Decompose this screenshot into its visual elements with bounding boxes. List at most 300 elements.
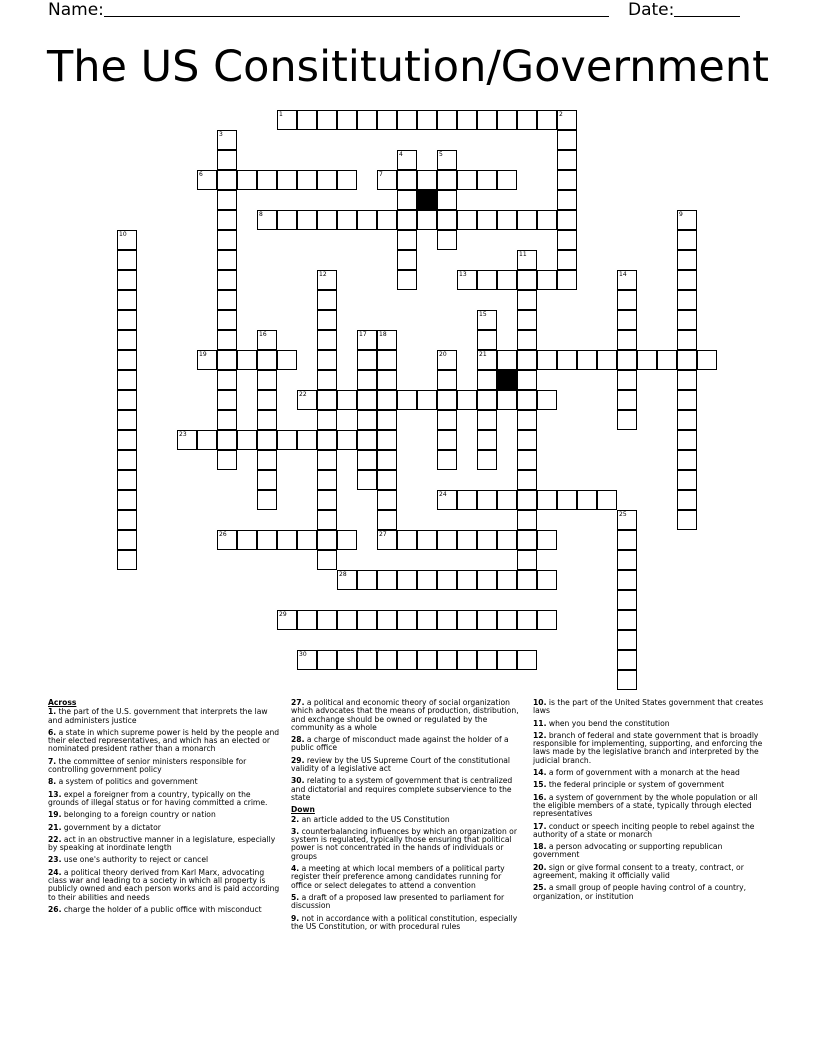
grid-cell[interactable] [677,330,697,350]
grid-cell[interactable] [517,310,537,330]
grid-cell[interactable] [337,430,357,450]
grid-cell[interactable] [537,530,557,550]
grid-cell[interactable] [257,210,277,230]
grid-cell[interactable] [497,170,517,190]
grid-cell[interactable] [677,430,697,450]
grid-cell[interactable] [437,110,457,130]
grid-cell[interactable] [677,390,697,410]
grid-cell[interactable] [337,110,357,130]
grid-cell[interactable] [457,210,477,230]
grid-cell[interactable] [117,330,137,350]
grid-cell[interactable] [257,170,277,190]
grid-cell[interactable] [337,390,357,410]
grid-cell[interactable] [437,530,457,550]
grid-cell[interactable] [517,270,537,290]
grid-cell[interactable] [337,650,357,670]
grid-cell[interactable] [517,510,537,530]
grid-cell[interactable] [437,650,457,670]
grid-cell[interactable] [417,570,437,590]
grid-cell[interactable] [297,610,317,630]
grid-cell[interactable] [257,430,277,450]
grid-cell[interactable] [677,470,697,490]
grid-cell[interactable] [477,390,497,410]
grid-cell[interactable] [517,470,537,490]
grid-cell[interactable] [677,270,697,290]
grid-cell[interactable] [677,410,697,430]
grid-cell[interactable] [617,390,637,410]
grid-cell[interactable] [477,210,497,230]
grid-cell[interactable] [117,310,137,330]
grid-cell[interactable] [197,430,217,450]
grid-cell[interactable] [377,470,397,490]
grid-cell[interactable] [397,230,417,250]
grid-cell[interactable] [437,450,457,470]
grid-cell[interactable] [517,350,537,370]
grid-cell[interactable] [117,410,137,430]
grid-cell[interactable] [317,330,337,350]
grid-cell[interactable] [557,170,577,190]
grid-cell[interactable] [617,530,637,550]
grid-cell[interactable] [317,270,337,290]
grid-cell[interactable] [197,350,217,370]
grid-cell[interactable] [437,210,457,230]
grid-cell[interactable] [417,610,437,630]
grid-cell[interactable] [677,210,697,230]
grid-cell[interactable] [617,570,637,590]
grid-cell[interactable] [497,570,517,590]
grid-cell[interactable] [277,610,297,630]
grid-cell[interactable] [397,270,417,290]
grid-cell[interactable] [337,210,357,230]
grid-cell[interactable] [517,430,537,450]
grid-cell[interactable] [537,570,557,590]
grid-cell[interactable] [377,410,397,430]
grid-cell[interactable] [337,530,357,550]
grid-cell[interactable] [317,510,337,530]
grid-cell[interactable] [217,430,237,450]
grid-cell[interactable] [377,610,397,630]
clue-item-text: the committee of senior ministers responsible for controlling government policy [48,756,247,775]
grid-cell[interactable] [237,170,257,190]
grid-cell[interactable] [517,390,537,410]
grid-cell[interactable] [117,350,137,370]
grid-cell[interactable] [497,650,517,670]
grid-cell[interactable] [497,110,517,130]
grid-cell[interactable] [437,390,457,410]
grid-cell[interactable] [317,170,337,190]
grid-cell[interactable] [477,110,497,130]
clue-item-text: a draft of a proposed law presented to parliament for discussion [291,892,505,911]
grid-cell[interactable] [617,510,637,530]
grid-cell[interactable] [477,430,497,450]
grid-cell[interactable] [357,390,377,410]
grid-cell[interactable] [397,650,417,670]
grid-cell[interactable] [617,670,637,690]
clue-item [291,894,521,911]
grid-cell[interactable] [297,390,317,410]
grid-cell[interactable] [537,210,557,230]
grid-cell[interactable] [217,450,237,470]
grid-cell[interactable] [297,170,317,190]
grid-cell[interactable] [477,410,497,430]
grid-cell[interactable] [617,350,637,370]
clue-item [48,836,280,853]
grid-cell[interactable] [517,250,537,270]
grid-cell[interactable] [277,350,297,370]
grid-cell[interactable] [677,450,697,470]
grid-cell[interactable] [517,450,537,470]
grid-cell[interactable] [517,550,537,570]
grid-cell[interactable] [537,110,557,130]
grid-cell[interactable] [357,330,377,350]
grid-cell[interactable] [477,570,497,590]
grid-cell[interactable] [297,110,317,130]
grid-cell[interactable] [477,650,497,670]
grid-cell[interactable] [557,490,577,510]
grid-cell[interactable] [217,170,237,190]
grid-cell[interactable] [317,370,337,390]
grid-cell[interactable] [557,130,577,150]
grid-cell[interactable] [357,570,377,590]
grid-cell[interactable] [217,410,237,430]
grid-cell[interactable] [477,450,497,470]
grid-cell[interactable] [457,570,477,590]
grid-cell[interactable] [437,410,457,430]
grid-cell[interactable] [357,430,377,450]
grid-cell[interactable] [677,490,697,510]
grid-cell[interactable] [277,170,297,190]
grid-cell[interactable] [477,350,497,370]
grid-cell[interactable] [457,610,477,630]
grid-cell[interactable] [537,390,557,410]
grid-cell[interactable] [317,450,337,470]
grid-cell[interactable] [257,530,277,550]
grid-cell[interactable] [577,350,597,370]
grid-cell[interactable] [377,210,397,230]
grid-cell[interactable] [497,610,517,630]
grid-cell[interactable] [677,290,697,310]
grid-cell[interactable] [517,370,537,390]
grid-cell[interactable] [357,470,377,490]
grid-cell[interactable] [397,150,417,170]
grid-cell[interactable] [617,270,637,290]
grid-cell[interactable] [357,610,377,630]
grid-cell[interactable] [317,430,337,450]
grid-cell[interactable] [597,350,617,370]
grid-cell[interactable] [117,390,137,410]
grid-cell[interactable] [217,290,237,310]
grid-cell[interactable] [217,390,237,410]
grid-cell[interactable] [257,410,277,430]
grid-cell[interactable] [457,650,477,670]
grid-cell[interactable] [357,370,377,390]
grid-cell[interactable] [497,530,517,550]
grid-cell[interactable] [557,250,577,270]
grid-cell[interactable] [497,270,517,290]
grid-cell[interactable] [237,350,257,370]
grid-cell[interactable] [457,490,477,510]
grid-cell[interactable] [557,210,577,230]
clue-number: 12 [319,271,327,278]
grid-cell[interactable] [457,170,477,190]
grid-cell[interactable] [557,150,577,170]
grid-cell[interactable] [357,210,377,230]
grid-cell[interactable] [377,430,397,450]
grid-cell[interactable] [617,550,637,570]
grid-cell[interactable] [437,170,457,190]
clue-item [48,729,280,754]
grid-cell[interactable] [117,530,137,550]
clue-item [533,781,765,789]
grid-cell[interactable] [437,490,457,510]
grid-cell[interactable] [117,490,137,510]
grid-cell[interactable] [417,650,437,670]
grid-cell[interactable] [377,510,397,530]
grid-cell[interactable] [197,170,217,190]
grid-cell[interactable] [517,210,537,230]
grid-cell[interactable] [117,550,137,570]
grid-cell[interactable] [677,370,697,390]
grid-cell[interactable] [257,330,277,350]
grid-cell[interactable] [397,570,417,590]
clue-item [533,823,765,840]
grid-cell[interactable] [217,310,237,330]
grid-cell[interactable] [217,210,237,230]
grid-cell[interactable] [617,590,637,610]
grid-cell[interactable] [217,330,237,350]
clue-number: 26 [219,531,227,538]
grid-cell[interactable] [537,350,557,370]
grid-cell[interactable] [477,170,497,190]
grid-cell[interactable] [257,350,277,370]
grid-cell[interactable] [117,250,137,270]
grid-cell[interactable] [557,270,577,290]
grid-cell[interactable] [517,570,537,590]
grid-cell[interactable] [317,490,337,510]
grid-cell[interactable] [317,650,337,670]
grid-cell[interactable] [357,350,377,370]
grid-cell[interactable] [217,350,237,370]
grid-cell[interactable] [297,530,317,550]
grid-cell[interactable] [297,430,317,450]
grid-cell[interactable] [517,410,537,430]
grid-cell[interactable] [517,330,537,350]
grid-cell[interactable] [617,610,637,630]
grid-cell[interactable] [217,190,237,210]
grid-cell[interactable] [397,170,417,190]
grid-cell[interactable] [477,610,497,630]
grid-cell[interactable] [257,450,277,470]
grid-cell[interactable] [497,210,517,230]
grid-cell[interactable] [557,230,577,250]
grid-cell[interactable] [117,270,137,290]
grid-cell[interactable] [457,110,477,130]
grid-cell[interactable] [377,530,397,550]
grid-cell[interactable] [677,510,697,530]
grid-cell[interactable] [557,350,577,370]
grid-cell[interactable] [617,370,637,390]
grid-cell[interactable] [457,390,477,410]
grid-cell[interactable] [677,230,697,250]
grid-cell[interactable] [697,350,717,370]
grid-cell[interactable] [617,650,637,670]
grid-cell[interactable] [397,250,417,270]
grid-cell[interactable] [497,490,517,510]
grid-cell[interactable] [117,430,137,450]
grid-cell[interactable] [617,630,637,650]
grid-cell[interactable] [257,370,277,390]
grid-cell[interactable] [677,250,697,270]
grid-cell[interactable] [617,310,637,330]
grid-cell[interactable] [317,210,337,230]
grid-cell[interactable] [217,250,237,270]
grid-cell[interactable] [377,330,397,350]
grid-cell[interactable] [277,430,297,450]
grid-cell[interactable] [217,530,237,550]
grid-cell[interactable] [217,230,237,250]
grid-cell[interactable] [677,350,697,370]
grid-cell[interactable] [397,190,417,210]
grid-cell[interactable] [537,270,557,290]
grid-cell[interactable] [397,390,417,410]
grid-cell[interactable] [417,110,437,130]
grid-cell[interactable] [397,530,417,550]
grid-cell[interactable] [277,110,297,130]
grid-cell[interactable] [477,490,497,510]
grid-cell[interactable] [457,270,477,290]
grid-cell[interactable] [477,330,497,350]
grid-cell[interactable] [477,370,497,390]
grid-cell[interactable] [357,110,377,130]
grid-cell[interactable] [337,610,357,630]
grid-cell[interactable] [357,410,377,430]
grid-cell[interactable] [497,350,517,370]
grid-cell[interactable] [317,290,337,310]
grid-cell[interactable] [217,150,237,170]
grid-cell[interactable] [317,390,337,410]
grid-cell[interactable] [517,110,537,130]
grid-cell[interactable] [677,310,697,330]
grid-cell[interactable] [317,610,337,630]
grid-cell[interactable] [477,530,497,550]
grid-cell[interactable] [217,130,237,150]
grid-cell[interactable] [637,350,657,370]
grid-cell[interactable] [437,150,457,170]
down-clue-list-continued [533,699,765,901]
across-clue-list-continued [291,699,521,802]
grid-cell[interactable] [417,390,437,410]
grid-cell[interactable] [617,290,637,310]
clue-item [291,865,521,890]
grid-cell[interactable] [417,210,437,230]
clue-number: 1 [279,111,283,118]
grid-cell[interactable] [317,410,337,430]
grid-cell[interactable] [117,510,137,530]
grid-cell[interactable] [437,610,457,630]
grid-cell[interactable] [437,570,457,590]
grid-cell[interactable] [457,530,477,550]
grid-cell[interactable] [517,610,537,630]
grid-cell[interactable] [217,270,237,290]
grid-cell[interactable] [317,310,337,330]
grid-cell[interactable] [297,650,317,670]
grid-cell[interactable] [477,310,497,330]
grid-cell[interactable] [257,390,277,410]
grid-cell[interactable] [517,650,537,670]
grid-cell[interactable] [357,450,377,470]
grid-cell[interactable] [377,170,397,190]
grid-cell[interactable] [317,530,337,550]
grid-cell[interactable] [237,530,257,550]
grid-cell[interactable] [557,190,577,210]
grid-cell[interactable] [377,390,397,410]
grid-cell[interactable] [117,450,137,470]
grid-cell[interactable] [437,350,457,370]
grid-cell[interactable] [377,650,397,670]
grid-cell[interactable] [337,570,357,590]
grid-cell[interactable] [397,610,417,630]
grid-cell[interactable] [377,450,397,470]
grid-cell[interactable] [217,370,237,390]
grid-cell[interactable] [537,610,557,630]
grid-cell[interactable] [257,470,277,490]
grid-cell[interactable] [517,530,537,550]
grid-cell[interactable] [117,290,137,310]
grid-cell[interactable] [237,430,257,450]
grid-cell[interactable] [117,230,137,250]
grid-cell[interactable] [377,110,397,130]
grid-cell[interactable] [317,350,337,370]
grid-cell[interactable] [617,410,637,430]
grid-cell[interactable] [517,290,537,310]
grid-cell[interactable] [257,490,277,510]
grid-cell[interactable] [317,470,337,490]
grid-cell[interactable] [597,490,617,510]
grid-cell[interactable] [117,470,137,490]
clue-item-text: expel a foreigner from a country, typically on the grounds of illegal status or for having committed a crime. [48,789,268,807]
grid-cell[interactable] [377,350,397,370]
grid-cell[interactable] [657,350,677,370]
grid-cell[interactable] [277,210,297,230]
grid-cell[interactable] [437,370,457,390]
grid-cell[interactable] [117,370,137,390]
grid-cell[interactable] [277,530,297,550]
grid-cell[interactable] [317,550,337,570]
grid-cell[interactable] [497,390,517,410]
grid-cell[interactable] [377,490,397,510]
grid-cell[interactable] [577,490,597,510]
grid-cell[interactable] [437,430,457,450]
grid-cell[interactable] [437,190,457,210]
grid-cell[interactable] [477,270,497,290]
grid-cell[interactable] [397,110,417,130]
grid-cell[interactable] [357,650,377,670]
grid-cell[interactable] [537,490,557,510]
grid-cell[interactable] [337,170,357,190]
grid-cell[interactable] [517,490,537,510]
grid-cell[interactable] [177,430,197,450]
grid-cell[interactable] [397,210,417,230]
grid-cell[interactable] [437,230,457,250]
grid-cell[interactable] [317,110,337,130]
grid-cell[interactable] [557,110,577,130]
grid-cell[interactable] [417,530,437,550]
grid-cell[interactable] [297,210,317,230]
grid-cell[interactable] [377,370,397,390]
grid-cell[interactable] [617,330,637,350]
grid-cell[interactable] [417,170,437,190]
grid-cell[interactable] [377,570,397,590]
